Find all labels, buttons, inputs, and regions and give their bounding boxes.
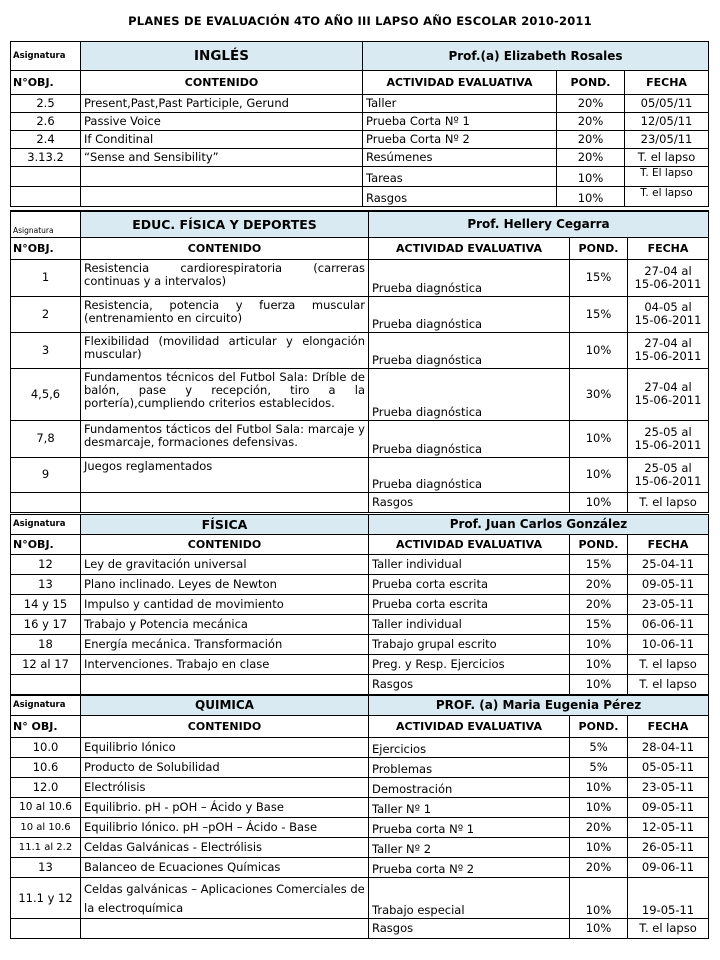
col-contenido: CONTENIDO (81, 237, 369, 259)
subject-name: EDUC. FÍSICA Y DEPORTES (81, 211, 369, 237)
table-row (11, 818, 709, 838)
table-row (11, 655, 709, 675)
row-fecha (628, 296, 709, 332)
row-contenido (81, 187, 363, 207)
row-pond: 10% (557, 187, 625, 207)
professor-name: Prof.(a) Elizabeth Rosales (363, 42, 709, 71)
row-contenido (81, 167, 363, 187)
table-row (11, 635, 709, 655)
col-fecha: FECHA (628, 237, 709, 259)
row-obj: 11.1 y 12 (11, 878, 81, 919)
table-row (11, 187, 709, 207)
row-pond: 10% (570, 655, 628, 675)
row-actividad: Prueba diagnóstica (369, 259, 570, 296)
row-contenido: Celdas galvánicas – Aplicaciones Comerciales de la electroquímica (81, 878, 369, 919)
row-pond: 20% (570, 595, 628, 615)
row-actividad: Problemas (369, 758, 570, 778)
row-actividad: Taller individual (369, 555, 570, 575)
fecha-hasta: 15-06-2011 (634, 437, 702, 452)
row-contenido: Passive Voice (81, 113, 363, 131)
professor-name: Prof. Juan Carlos González (369, 515, 709, 535)
row-contenido: Equilibrio. pH - pOH – Ácido y Base (81, 798, 369, 818)
row-pond: 5% (570, 758, 628, 778)
row-obj: 7,8 (11, 420, 81, 457)
row-obj: 2.4 (11, 131, 81, 149)
row-actividad: Prueba corta Nº 1 (369, 818, 570, 838)
row-pond: 10% (570, 798, 628, 818)
row-pond: 20% (557, 95, 625, 113)
row-actividad: Prueba corta escrita (369, 575, 570, 595)
row-pond: 15% (570, 615, 628, 635)
row-pond: 20% (570, 858, 628, 878)
row-contenido: Equilibrio Iónico (81, 738, 369, 758)
row-obj: 12.0 (11, 778, 81, 798)
table-row (11, 259, 709, 296)
col-fecha: FECHA (628, 716, 709, 738)
row-fecha (628, 368, 709, 420)
row-contenido: Celdas Galvánicas - Electrólisis (81, 838, 369, 858)
row-contenido: Fundamentos técnicos del Futbol Sala: Dríble de balón, pase y recepción, tiro a la portería),cumpliendo criterios establecidos. (81, 368, 369, 420)
subject-name: INGLÉS (81, 42, 363, 71)
col-obj: N°OBJ. (11, 535, 81, 555)
quimica-table (10, 695, 709, 939)
table-row (11, 332, 709, 368)
row-pond: 30% (570, 368, 628, 420)
subject-name: FÍSICA (81, 515, 369, 535)
row-obj: 4,5,6 (11, 368, 81, 420)
col-contenido: CONTENIDO (81, 535, 369, 555)
row-actividad: Taller individual (369, 615, 570, 635)
col-contenido: CONTENIDO (81, 716, 369, 738)
col-pond: POND. (570, 237, 628, 259)
table-row (11, 575, 709, 595)
col-actividad: ACTIVIDAD EVALUATIVA (363, 71, 557, 95)
row-contenido (81, 492, 369, 512)
table-row (11, 167, 709, 187)
row-actividad: Rasgos (363, 187, 557, 207)
row-fecha: T. El lapso (625, 167, 709, 187)
col-actividad: ACTIVIDAD EVALUATIVA (369, 237, 570, 259)
row-obj: 12 al 17 (11, 655, 81, 675)
table-row (11, 778, 709, 798)
column-header-row (11, 237, 709, 259)
fecha-hasta: 15-06-2011 (634, 276, 702, 291)
table-row (11, 615, 709, 635)
row-obj: 1 (11, 259, 81, 296)
row-contenido (81, 675, 369, 695)
row-obj: 12 (11, 555, 81, 575)
col-fecha: FECHA (625, 71, 709, 95)
row-contenido: Fundamentos tácticos del Futbol Sala: marcaje y desmarcaje, formaciones defensivas. (81, 420, 369, 457)
row-contenido: “Sense and Sensibility” (81, 149, 363, 167)
fecha-desde: 04-05 al (644, 300, 692, 314)
fecha-desde: 25-05 al (644, 460, 692, 475)
quimica-header-row (11, 696, 709, 716)
row-actividad: Taller Nº 1 (369, 798, 570, 818)
fecha-hasta: 15-06-2011 (634, 393, 702, 407)
row-actividad: Prueba diagnóstica (369, 332, 570, 368)
row-fecha: T. el lapso (628, 675, 709, 695)
row-obj: 2 (11, 296, 81, 332)
row-actividad: Ejercicios (369, 738, 570, 758)
row-fecha: 09-05-11 (628, 575, 709, 595)
row-contenido: Ley de gravitación universal (81, 555, 369, 575)
row-obj: 10 al 10.6 (11, 818, 81, 838)
row-fecha: T. el lapso (628, 919, 709, 939)
row-pond: 10% (570, 778, 628, 798)
row-actividad: Prueba diagnóstica (369, 420, 570, 457)
row-obj (11, 187, 81, 207)
educ-fisica-table (10, 210, 709, 513)
table-row (11, 919, 709, 939)
row-contenido: If Conditinal (81, 131, 363, 149)
column-header-row (11, 535, 709, 555)
row-contenido: Energía mecánica. Transformación (81, 635, 369, 655)
row-actividad: Resúmenes (363, 149, 557, 167)
table-row (11, 296, 709, 332)
row-contenido (81, 919, 369, 939)
professor-name: PROF. (a) Maria Eugenia Pérez (369, 696, 709, 716)
table-row (11, 858, 709, 878)
table-row (11, 420, 709, 457)
row-obj: 11.1 al 2.2 (11, 838, 81, 858)
row-contenido: Trabajo y Potencia mecánica (81, 615, 369, 635)
col-obj: N°OBJ. (11, 237, 81, 259)
table-row (11, 878, 709, 919)
subject-name: QUIMICA (81, 696, 369, 716)
row-obj: 13 (11, 858, 81, 878)
fisica-header-row (11, 515, 709, 535)
table-row (11, 758, 709, 778)
row-actividad: Taller (363, 95, 557, 113)
row-actividad: Prueba diagnóstica (369, 457, 570, 492)
row-pond: 10% (570, 492, 628, 512)
row-actividad: Rasgos (369, 919, 570, 939)
row-obj: 2.6 (11, 113, 81, 131)
row-obj: 18 (11, 635, 81, 655)
column-header-row (11, 716, 709, 738)
fisica-table (10, 514, 709, 695)
col-obj: N°OBJ. (11, 71, 81, 95)
row-contenido: Balanceo de Ecuaciones Químicas (81, 858, 369, 878)
row-actividad: Prueba Corta Nº 2 (363, 131, 557, 149)
row-actividad: Prueba corta escrita (369, 595, 570, 615)
row-fecha: 23-05-11 (628, 778, 709, 798)
row-actividad: Prueba Corta Nº 1 (363, 113, 557, 131)
row-actividad: Preg. y Resp. Ejercicios (369, 655, 570, 675)
fecha-desde: 27-04 al (644, 263, 692, 278)
fecha-desde: 25-05 al (644, 424, 692, 439)
table-row (11, 595, 709, 615)
row-fecha: 23/05/11 (625, 131, 709, 149)
col-pond: POND. (570, 716, 628, 738)
row-contenido: Intervenciones. Trabajo en clase (81, 655, 369, 675)
row-obj: 3.13.2 (11, 149, 81, 167)
row-contenido: Equilibrio Iónico. pH –pOH – Ácido - Base (81, 818, 369, 838)
educ-header-row (11, 211, 709, 237)
row-actividad: Taller Nº 2 (369, 838, 570, 858)
row-pond: 10% (570, 919, 628, 939)
table-row (11, 113, 709, 131)
row-actividad: Prueba diagnóstica (369, 368, 570, 420)
table-row (11, 798, 709, 818)
row-obj: 2.5 (11, 95, 81, 113)
table-row (11, 457, 709, 492)
row-fecha (628, 332, 709, 368)
row-obj (11, 492, 81, 512)
table-row (11, 492, 709, 512)
fecha-hasta: 15-06-2011 (634, 349, 702, 363)
row-contenido: Resistencia, potencia y fuerza muscular (entrenamiento en circuito) (81, 296, 369, 332)
row-obj: 9 (11, 457, 81, 492)
row-actividad: Tareas (363, 167, 557, 187)
fecha-desde: 27-04 al (644, 336, 692, 350)
row-obj: 14 y 15 (11, 595, 81, 615)
row-pond: 10% (570, 420, 628, 457)
row-pond: 10% (570, 878, 628, 919)
col-pond: POND. (570, 535, 628, 555)
col-actividad: ACTIVIDAD EVALUATIVA (369, 535, 570, 555)
row-fecha: 19-05-11 (628, 878, 709, 919)
row-fecha: T. el lapso (625, 187, 709, 207)
row-contenido: Present,Past,Past Participle, Gerund (81, 95, 363, 113)
row-contenido: Flexibilidad (movilidad articular y elongación muscular) (81, 332, 369, 368)
row-actividad: Prueba corta Nº 2 (369, 858, 570, 878)
row-fecha: T. el lapso (625, 149, 709, 167)
fecha-desde: 27-04 al (644, 380, 692, 394)
row-pond: 20% (570, 575, 628, 595)
col-contenido: CONTENIDO (81, 71, 363, 95)
row-pond: 20% (557, 113, 625, 131)
row-obj: 10.6 (11, 758, 81, 778)
row-actividad: Rasgos (369, 492, 570, 512)
row-pond: 10% (570, 332, 628, 368)
row-contenido: Impulso y cantidad de movimiento (81, 595, 369, 615)
row-fecha: 05-05-11 (628, 758, 709, 778)
col-obj: N° OBJ. (11, 716, 81, 738)
row-fecha: 26-05-11 (628, 838, 709, 858)
ingles-header-row (11, 42, 709, 71)
ingles-table (10, 41, 709, 207)
row-fecha (628, 420, 709, 457)
col-pond: POND. (557, 71, 625, 95)
row-fecha: 25-04-11 (628, 555, 709, 575)
row-pond: 20% (557, 131, 625, 149)
row-pond: 10% (570, 675, 628, 695)
row-pond: 10% (557, 167, 625, 187)
row-fecha: T. el lapso (628, 655, 709, 675)
table-row (11, 555, 709, 575)
row-pond: 20% (557, 149, 625, 167)
row-fecha: 05/05/11 (625, 95, 709, 113)
col-actividad: ACTIVIDAD EVALUATIVA (369, 716, 570, 738)
row-fecha: 12-05-11 (628, 818, 709, 838)
row-actividad: Trabajo grupal escrito (369, 635, 570, 655)
row-fecha: 09-06-11 (628, 858, 709, 878)
row-contenido: Juegos reglamentados (81, 457, 369, 492)
fecha-hasta: 15-06-2011 (634, 473, 702, 488)
table-row (11, 131, 709, 149)
asignatura-label: Asignatura (11, 211, 81, 237)
row-actividad: Prueba diagnóstica (369, 296, 570, 332)
professor-name: Prof. Hellery Cegarra (369, 211, 709, 237)
row-fecha: 23-05-11 (628, 595, 709, 615)
table-row (11, 149, 709, 167)
col-fecha: FECHA (628, 535, 709, 555)
row-fecha: 12/05/11 (625, 113, 709, 131)
asignatura-label: Asignatura (11, 515, 81, 535)
row-pond: 10% (570, 457, 628, 492)
row-obj: 10 al 10.6 (11, 798, 81, 818)
table-row (11, 675, 709, 695)
row-obj: 16 y 17 (11, 615, 81, 635)
asignatura-label: Asignatura (11, 42, 81, 71)
row-obj (11, 167, 81, 187)
row-pond: 10% (570, 838, 628, 858)
row-actividad: Trabajo especial (369, 878, 570, 919)
row-fecha: 09-05-11 (628, 798, 709, 818)
asignatura-label: Asignatura (11, 696, 81, 716)
table-row (11, 95, 709, 113)
row-contenido: Plano inclinado. Leyes de Newton (81, 575, 369, 595)
table-row (11, 738, 709, 758)
row-fecha (628, 259, 709, 296)
row-contenido: Producto de Solubilidad (81, 758, 369, 778)
page-title: PLANES DE EVALUACIÓN 4TO AÑO III LAPSO AÑO ESCOLAR 2010-2011 (128, 14, 592, 28)
row-fecha (628, 457, 709, 492)
row-pond: 15% (570, 259, 628, 296)
row-actividad: Demostración (369, 778, 570, 798)
column-header-row (11, 71, 709, 95)
row-pond: 5% (570, 738, 628, 758)
row-contenido: Electrólisis (81, 778, 369, 798)
table-row (11, 368, 709, 420)
row-fecha: 28-04-11 (628, 738, 709, 758)
fecha-hasta: 15-06-2011 (634, 313, 702, 327)
row-obj (11, 675, 81, 695)
row-obj: 13 (11, 575, 81, 595)
row-fecha: 10-06-11 (628, 635, 709, 655)
table-row (11, 838, 709, 858)
row-actividad: Rasgos (369, 675, 570, 695)
row-obj (11, 919, 81, 939)
row-fecha: T. el lapso (628, 492, 709, 512)
row-obj: 10.0 (11, 738, 81, 758)
row-pond: 15% (570, 296, 628, 332)
row-fecha: 06-06-11 (628, 615, 709, 635)
row-contenido: Resistencia cardiorespiratoria (carreras continuas y a intervalos) (81, 259, 369, 296)
row-pond: 20% (570, 818, 628, 838)
row-pond: 10% (570, 635, 628, 655)
row-pond: 15% (570, 555, 628, 575)
row-obj: 3 (11, 332, 81, 368)
